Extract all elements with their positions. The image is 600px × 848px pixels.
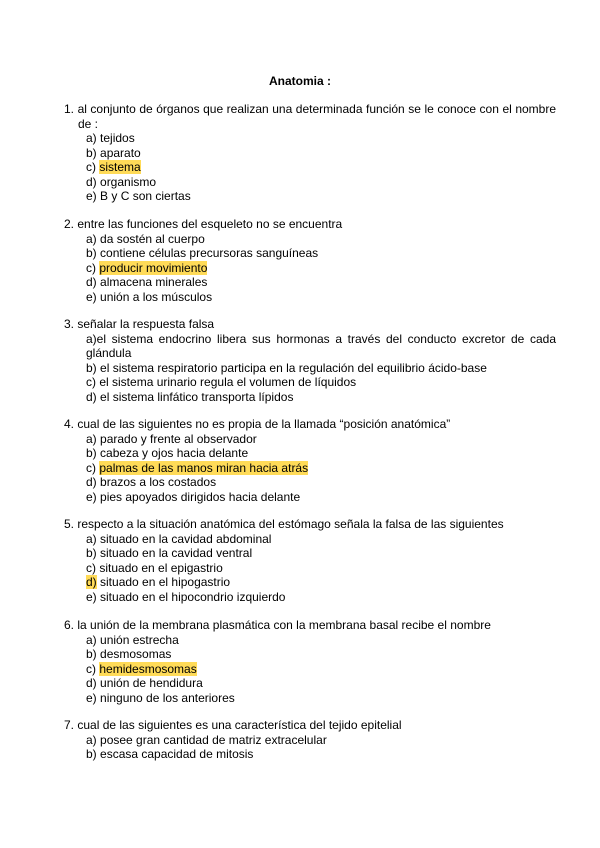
option-text: aparato xyxy=(100,145,141,160)
answer-option xyxy=(86,361,556,376)
option-letter: a) xyxy=(86,531,97,546)
option-letter: e) xyxy=(86,289,97,304)
option-text: producir movimiento xyxy=(99,260,208,275)
question-6 xyxy=(64,618,556,705)
question-stem xyxy=(64,517,556,532)
answer-option xyxy=(86,261,556,276)
option-text: sistema xyxy=(99,160,141,174)
option-text: pies apoyados dirigidos hacia delante xyxy=(100,489,301,504)
option-letter: b) xyxy=(86,446,97,460)
option-text: unión de hendidura xyxy=(100,676,203,690)
option-letter: b) xyxy=(86,360,97,375)
option-text: contiene células precursoras sanguíneas xyxy=(100,246,319,260)
option-letter: c) xyxy=(86,560,96,575)
question-text: cual de las siguientes es una característica del tejido epitelial xyxy=(77,718,402,732)
option-letter: a) xyxy=(86,331,97,346)
question-number: 5. xyxy=(64,517,75,531)
option-letter: d) xyxy=(86,275,97,289)
option-letter: c) xyxy=(86,460,96,475)
answer-option xyxy=(86,662,556,677)
option-list xyxy=(86,432,556,505)
answer-option xyxy=(86,575,556,590)
option-text: tejidos xyxy=(100,131,135,145)
option-letter: d) xyxy=(86,676,97,690)
option-text: situado en el epigastrio xyxy=(99,560,223,575)
answer-option xyxy=(86,189,556,204)
option-letter: e) xyxy=(86,589,97,604)
question-7 xyxy=(64,718,556,762)
answer-option xyxy=(86,475,556,490)
question-1 xyxy=(64,102,556,204)
answer-option xyxy=(86,561,556,576)
answer-option xyxy=(86,290,556,305)
option-letter: a) xyxy=(86,632,97,647)
page-title: Anatomia : xyxy=(268,74,331,88)
option-list xyxy=(86,733,556,762)
question-4 xyxy=(64,417,556,504)
option-letter: b) xyxy=(86,647,97,661)
question-text: respecto a la situación anatómica del estómago señala la falsa de las siguientes xyxy=(77,517,504,531)
answer-option xyxy=(86,633,556,648)
answer-option xyxy=(86,232,556,247)
question-text: señalar la respuesta falsa xyxy=(77,317,215,331)
option-text: posee gran cantidad de matriz extracelular xyxy=(100,732,327,747)
answer-option xyxy=(86,446,556,461)
answer-option xyxy=(86,131,556,146)
option-letter: c) xyxy=(86,260,96,275)
answer-option xyxy=(86,733,556,748)
answer-option xyxy=(86,490,556,505)
option-letter: b) xyxy=(86,747,97,761)
question-3 xyxy=(64,317,556,404)
option-letter: d) xyxy=(86,575,97,589)
question-text: la unión de la membrana plasmática con la membrana basal recibe el nombre xyxy=(77,618,491,632)
option-letter: d) xyxy=(86,174,97,189)
option-text: el sistema urinario regula el volumen de líquidos xyxy=(99,375,357,389)
option-letter: d) xyxy=(86,475,97,489)
option-text: unión estrecha xyxy=(100,632,179,647)
question-stem xyxy=(64,317,556,332)
answer-option xyxy=(86,375,556,390)
option-list xyxy=(86,232,556,305)
option-text: B y C son ciertas xyxy=(100,189,191,203)
option-text: parado y frente al observador xyxy=(100,431,257,446)
option-text: situado en la cavidad ventral xyxy=(100,546,253,560)
question-number: 6. xyxy=(64,618,75,632)
option-letter: a) xyxy=(86,431,97,446)
option-letter: e) xyxy=(86,489,97,504)
answer-option xyxy=(86,390,556,405)
answer-option xyxy=(86,432,556,447)
option-letter: c) xyxy=(86,375,96,389)
option-text: situado en el hipocondrio izquierdo xyxy=(100,589,286,604)
option-text: da sostén al cuerpo xyxy=(100,231,205,246)
option-letter: b) xyxy=(86,246,97,260)
question-stem xyxy=(64,217,556,232)
answer-option xyxy=(86,590,556,605)
option-text: el sistema endocrino libera sus hormonas a través del conducto excretor de cada glándula xyxy=(86,331,556,360)
option-text: el sistema respiratorio participa en la regulación del equilibrio ácido-base xyxy=(100,360,487,375)
option-letter: c) xyxy=(86,661,96,676)
answer-option xyxy=(86,532,556,547)
option-text: escasa capacidad de mitosis xyxy=(100,747,254,761)
option-list xyxy=(86,633,556,706)
question-number: 2. xyxy=(64,217,75,231)
option-list xyxy=(86,332,556,405)
question-2 xyxy=(64,217,556,304)
option-letter: c) xyxy=(86,160,96,174)
option-text: organismo xyxy=(100,174,157,189)
option-text: cabeza y ojos hacia delante xyxy=(100,446,249,460)
answer-option xyxy=(86,146,556,161)
option-letter: d) xyxy=(86,389,97,404)
question-number: 3. xyxy=(64,317,75,331)
question-number: 4. xyxy=(64,417,75,431)
option-letter: e) xyxy=(86,189,97,203)
question-text: entre las funciones del esqueleto no se encuentra xyxy=(77,217,343,231)
question-stem xyxy=(64,417,556,432)
answer-option xyxy=(86,747,556,762)
answer-option xyxy=(86,275,556,290)
question-text: al conjunto de órganos que realizan una determinada función se le conoce con el nombre de : xyxy=(77,102,557,131)
option-text: el sistema linfático transporta lípidos xyxy=(100,389,294,404)
option-letter: a) xyxy=(86,732,97,747)
question-number: 1. xyxy=(64,102,75,116)
question-stem xyxy=(64,718,556,733)
answer-option xyxy=(86,246,556,261)
answer-option xyxy=(86,676,556,691)
option-text: hemidesmosomas xyxy=(99,661,197,676)
question-stem xyxy=(64,618,556,633)
option-text: situado en la cavidad abdominal xyxy=(100,531,272,546)
option-letter: a) xyxy=(86,131,97,145)
answer-option xyxy=(86,691,556,706)
option-letter: a) xyxy=(86,231,97,246)
question-number: 7. xyxy=(64,718,75,732)
option-text: palmas de las manos miran hacia atrás xyxy=(99,460,309,475)
option-text: brazos a los costados xyxy=(100,475,217,489)
option-list xyxy=(86,532,556,605)
option-text: desmosomas xyxy=(100,647,172,661)
option-letter: b) xyxy=(86,546,97,560)
option-letter: b) xyxy=(86,145,97,160)
option-text: almacena minerales xyxy=(100,275,208,289)
answer-option xyxy=(86,332,556,361)
question-5 xyxy=(64,517,556,604)
answer-option xyxy=(86,160,556,175)
question-text: cual de las siguientes no es propia de la llamada “posición anatómica” xyxy=(77,417,451,431)
option-text: unión a los músculos xyxy=(100,289,213,304)
option-letter: e) xyxy=(86,690,97,705)
answer-option xyxy=(86,647,556,662)
option-text: situado en el hipogastrio xyxy=(100,575,231,589)
answer-option xyxy=(86,461,556,476)
answer-option xyxy=(86,175,556,190)
option-list xyxy=(86,131,556,204)
answer-option xyxy=(86,546,556,561)
option-text: ninguno de los anteriores xyxy=(100,690,235,705)
question-stem xyxy=(64,102,556,131)
